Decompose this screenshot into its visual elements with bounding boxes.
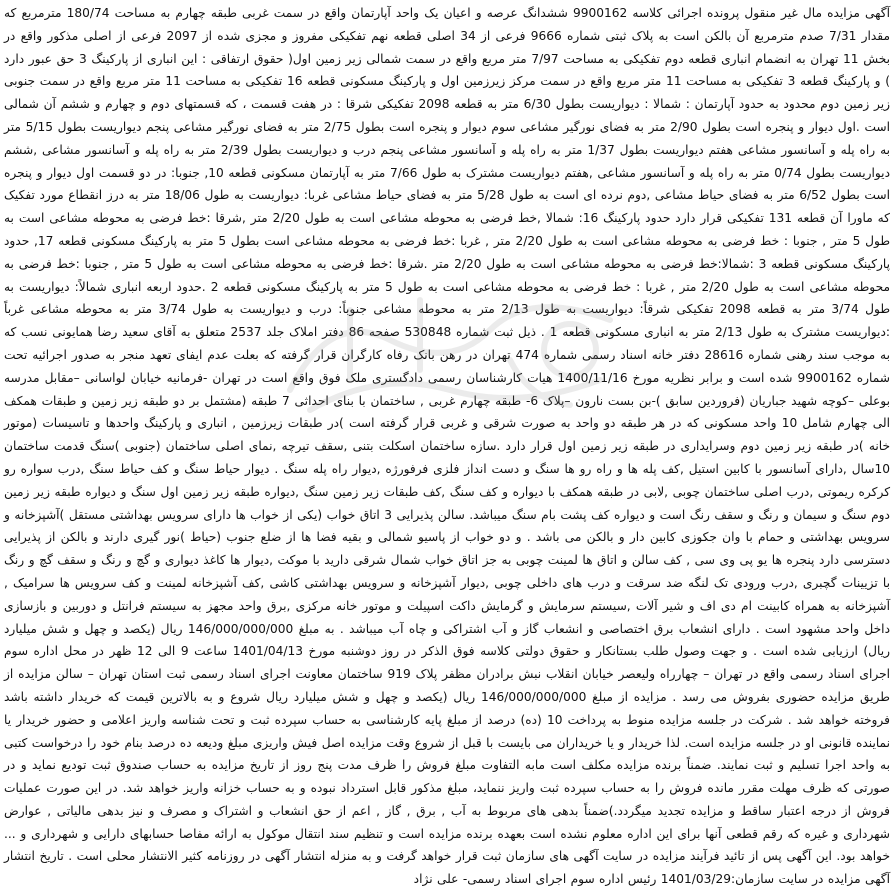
auction-notice-text [4, 2, 891, 887]
notice-paragraph: آگهی مزایده مال غیر منقول پرونده اجرائی کلاسه 9900162 ششدانگ عرصه و اعیان یک واحد آپارتمان واقع در سمت غربی طبقه چهارم به مساحت 180/74 مترمربع که مقدار 7/31 صدم مترمربع آن بالکن است به پلاک ثبتی شماره 9666 فرعی از 34 اصلی قطعه نهم تفکیکی مفروز و مجزی شده از 2097 فرعی از اصلی مذکور واقع در بخش 11 تهران به انضمام انباری قطعه دوم تفکیکی به مساحت 7/97 متر مربع واقع در سمت شمالی زیر زمین اول( حقوق ارتفاقی : این انباری از پارکینگ 3 حق عبور دارد ) و پارکینگ قطعه 3 تفکیکی به مساحت 11 متر مربع واقع در سمت مرکز زیرزمین اول و پارکینگ مسکونی قطعه 16 تفکیکی به مساحت 11 متر مربع واقع در سمت جنوبی زیر زمین دوم محدود به حدود آپارتمان : شمالا : دیواریست بطول 6/30 متر به قطعه 2098 تفکیکی شرقا : در هفت قسمت ، که قسمتهای دوم و چهارم و ششم آن شمالی است .اول دیوار و پنجره است بطول 2/90 متر به فضای نورگیر مشاعی سوم دیوار و پنجره است بطول 2/75 متر به فضای نورگیر مشاعی پنجم دیواریست بطول 5/15 متر به راه پله و آسانسور مشاعی هفتم دیواریست بطول 1/37 متر به راه پله و آسانسور مشاعی پنجم درب و دیواریست بطول 2/39 متر به راه پله و آسانسور مشاعی ,ششم دیواریست بطول 0/74 متر به راه پله و آسانسور مشاعی ,هفتم دیواریست مشترک به طول 7/66 متر به آپارتمان مسکونی قطعه 10, جنوبا: در دو قسمت اول دیوار و پنجره است بطول 6/52 متر به فضای حیاط مشاعی ,دوم نرده ای است به طول 5/28 متر به فضای حیاط مشاعی غربا: دیواریست به طول 18/06 متر به درز انقطاع مورد تفکیک که ماورا آن قطعه 131 تفکیکی قرار دارد حدود پارکینگ 16: شمالا ,خط فرضی به محوطه مشاعی است به طول 2/20 متر ,شرقا :خط فرضی به محوطه مشاعی است به طول 5 متر , جنوبا : خط فرضی به محوطه مشاعی است به طول 2/20 متر , غربا :خط فرضی به محوطه مشاعی است بطول 5 متر به پارکینگ مسکونی قطعه 17, حدود پارکینگ مسکونی قطعه 3 :شمالا:خط فرضی به محوطه مشاعی است به طول 2/20 متر .شرقا :خط فرضی به محوطه مشاعی است به طول 5 متر , جنوبا :خط فرضی به محوطه مشاعی است به طول 2/20 متر , غربا : خط فرضی به محوطه مشاعی است به طول 5 متر به پارکینگ مسکونی قطعه 2 .حدود اربعه انباری شمالاً: دیواریست به طول 3/74 متر به قطعه 2098 تفکیکی شرقاً: دیواریست به طول 2/13 متر به محوطه مشاعی جنوباً: درب و دیواریست به طول 3/74 متر به محوطه مشاعی غرباً :دیواریست مشترک به طول 2/13 متر به انباری مسکونی قطعه 1 . ذیل ثبت شماره 530848 صفحه 86 دفتر املاک جلد 2537 متعلق به آقای سعید رضا همایونی نسب که به موجب سند رهنی شماره 28616 دفتر خانه اسناد رسمی شماره 474 تهران در رهن بانک رفاه کارگران قرار گرفته که بعلت عدم ایفای تعهد منجر به صدور اجرائیه تحت شماره 9900162 شده است و برابر نظریه مورخ 1400/11/16 هیات کارشناسان رسمی دادگستری ملک فوق واقع است در تهران -فرمانیه خیابان لواسانی –مقابل مدرسه بوعلی –کوچه شهید جباریان (فروردین سابق )-بن بست نارون –پلاک 6- طبقه چهارم غربی , ساختمان با بنای احداثی 7 طبقه (مشتمل بر دو طبقه زیر زمین و طبقات همکف الی چهارم شامل 10 واحد مسکونی که در هر طبقه دو واحد به صورت شرقی و غربی قرار گرفته است )در طبقات زیرزمین , انباری و پارکینگ واحدها و تاسیسات (موتور خانه )در طبقه زیر زمین دوم وسرایداری در طبقه زیر زمین اول قرار دارد .سازه ساختمان اسکلت بتنی ,سقف تیرچه ,نمای اصلی ساختمان (جنوبی )سنگ قدمت ساختمان 10سال ,دارای آسانسور با کابین استیل ,کف پله ها و راه رو ها سنگ و دست انداز فلزی فرفورژه ,دیوار راه پله سنگ . دیوار حیاط سنگ و کف حیاط سنگ ,درب سواره رو کرکره ریموتی ,درب اصلی ساختمان چوبی ,لابی در طبقه همکف با دیواره و کف سنگ ,کف طبقات زیر زمین سنگ ,دیواره طبقه زیر زمین اول سنگ و دیواره طبقه زیر زمین دوم سنگ و سیمان و رنگ و سقف رنگ است و دیواره کف پشت بام سنگ میباشد. سالن پذیرایی 3 اتاق خواب (یکی از خواب ها دارای سرویس بهداشتی مستقل )آشپزخانه و سرویس بهداشتی و حمام با وان جکوزی کابین دار و بالکن می باشد . و دو خواب از پاسیو شمالی و بقیه فضا ها از ضلع جنوب (حیاط )نور گیری دارند و بالکن از پذیرایی دسترسی دارد پنجره ها یو پی وی سی , کف سالن و اتاق ها لمینت چوبی به جز اتاق خواب شمال شرقی دارید با موکت ,دیوار ها کاغذ دیواری و گچ و رنگ و سقف گچ و رنگ با تزیینات گچبری ,درب ورودی تک لنگه ضد سرقت و درب های داخلی چوبی ,دیوار آشپزخانه و سرویس بهداشتی کاشی ,کف آشپزخانه لمینت و کف سرویس ها سرامیک , آشپزخانه به همراه کابینت ام دی اف و شیر آلات ,سیستم سرمایش و گرمایش داکت اسپیلت و موتور خانه مرکزی ,برق واحد مجهز به سیستم فرانتل و دوربین و بازسازی داخل واحد مشهود است . دارای انشعاب برق اختصاصی و انشعاب گاز و آب اشتراکی و چاه آب میباشد . به مبلغ 146/000/000/000 ریال (یکصد و چهل و شش میلیارد ریال) ارزیابی شده است . و جهت وصول طلب بستانکار و حقوق دولتی کلاسه فوق الذکر در روز دوشنبه مورخ 1401/04/13 ساعت 9 الی 12 ظهر در محل اداره سوم اجرای اسناد رسمی واقع در تهران – چهارراه ولیعصر خیابان انقلاب نبش برادران مظفر پلاک 919 ساختمان معاونت اجرای اسناد رسمی ثبت استان تهران – سالن مزایده از طریق مزایده حضوری بفروش می رسد . مزایده از مبلغ 146/000/000/000 ریال (یکصد و چهل و شش میلیارد ریال شروع و به بالاترین قیمت که خریدار داشته باشد فروخته خواهد شد . شرکت در جلسه مزایده منوط به پرداخت 10 (ده) درصد از مبلغ پایه کارشناسی به حساب سپرده ثبت و تحت شناسه واریز اعلامی و حضور خریدار یا نماینده قانونی او در جلسه مزایده است. لذا خریدار و یا خریداران می بایست با قبل از شروع وقت مزایده اصل فیش واریزی مبلغ ودیعه ده درصد بنام خود را درخواست کتبی به واحد اجرا تسلیم و ثبت نمایند. ضمناً برنده مزایده مکلف است مابه التفاوت مبلغ فروش را ظرف مدت پنج روز از تاریخ مزایده به حساب صندوق ثبت تودیع نماید و در صورتی که ظرف مهلت مقرر مانده فروش را به حساب سپرده ثبت واریز ننماید، مبلغ مذکور قابل استرداد نبوده و به حساب خزانه واریز خواهد شد. در این صورت عملیات فروش از درجه اعتبار ساقط و مزایده تجدید میگردد.)ضمناً بدهی های مربوط به آب , برق , گاز , اعم از حق انشعاب و اشتراک و مصرف و نیز بدهی مالیاتی , عوارض شهرداری و غیره که رقم قطعی آنها برای این اداره معلوم نشده است بعهده برنده مزایده است و تنظیم سند انتقال موکول به ارائه مفاصا حسابهای دارایی و شهرداری و ... خواهد بود. این آگهی پس از تائید فرآیند مزایده در سایت آگهی های سازمان ثبت قرار خواهد گرفت و به منزله انتشار آگهی در روزنامه کثیر الانتشار محلی است . تاریخ انتشار آگهی مزایده در سایت سازمان:1401/03/29 رئیس اداره سوم اجرای اسناد رسمی- علی نژاد [4, 6, 891, 887]
